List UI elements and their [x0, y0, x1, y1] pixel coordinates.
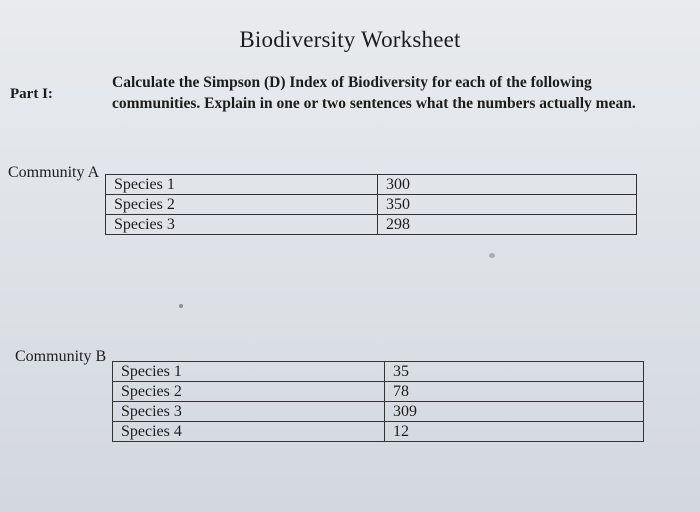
- table-row: [113, 402, 644, 422]
- page-title: Biodiversity Worksheet: [239, 27, 461, 52]
- species-count-cell: 298: [378, 215, 637, 235]
- species-count-cell: 350: [378, 195, 637, 215]
- table-row: [113, 422, 644, 442]
- community-b-label: Community B: [15, 348, 107, 365]
- community-a-table: [105, 174, 637, 235]
- species-count-cell: 300: [378, 175, 637, 195]
- species-count-cell: 35: [385, 362, 644, 382]
- species-name-cell: Species 1: [113, 362, 385, 382]
- species-name-cell: Species 3: [106, 215, 378, 235]
- table-row: [106, 175, 637, 195]
- species-count-cell: 78: [385, 382, 644, 402]
- species-name-cell: Species 1: [106, 175, 378, 195]
- species-name-cell: Species 2: [113, 382, 385, 402]
- community-a-label: Community A: [8, 164, 100, 181]
- table-row: [106, 195, 637, 215]
- table-row: [106, 215, 637, 235]
- community-b-table: [112, 361, 644, 442]
- instructions-text: Calculate the Simpson (D) Index of Biodiversity for each of the following communities. Explain in one or two sentences what the numbers actually mean.: [112, 74, 636, 112]
- species-name-cell: Species 3: [113, 402, 385, 422]
- species-name-cell: Species 2: [106, 195, 378, 215]
- screen-speck: [489, 253, 495, 258]
- table-row: [113, 382, 644, 402]
- species-name-cell: Species 4: [113, 422, 385, 442]
- screen-speck: [179, 304, 183, 308]
- species-count-cell: 309: [385, 402, 644, 422]
- part-label: Part I:: [10, 86, 53, 102]
- species-count-cell: 12: [385, 422, 644, 442]
- table-row: [113, 362, 644, 382]
